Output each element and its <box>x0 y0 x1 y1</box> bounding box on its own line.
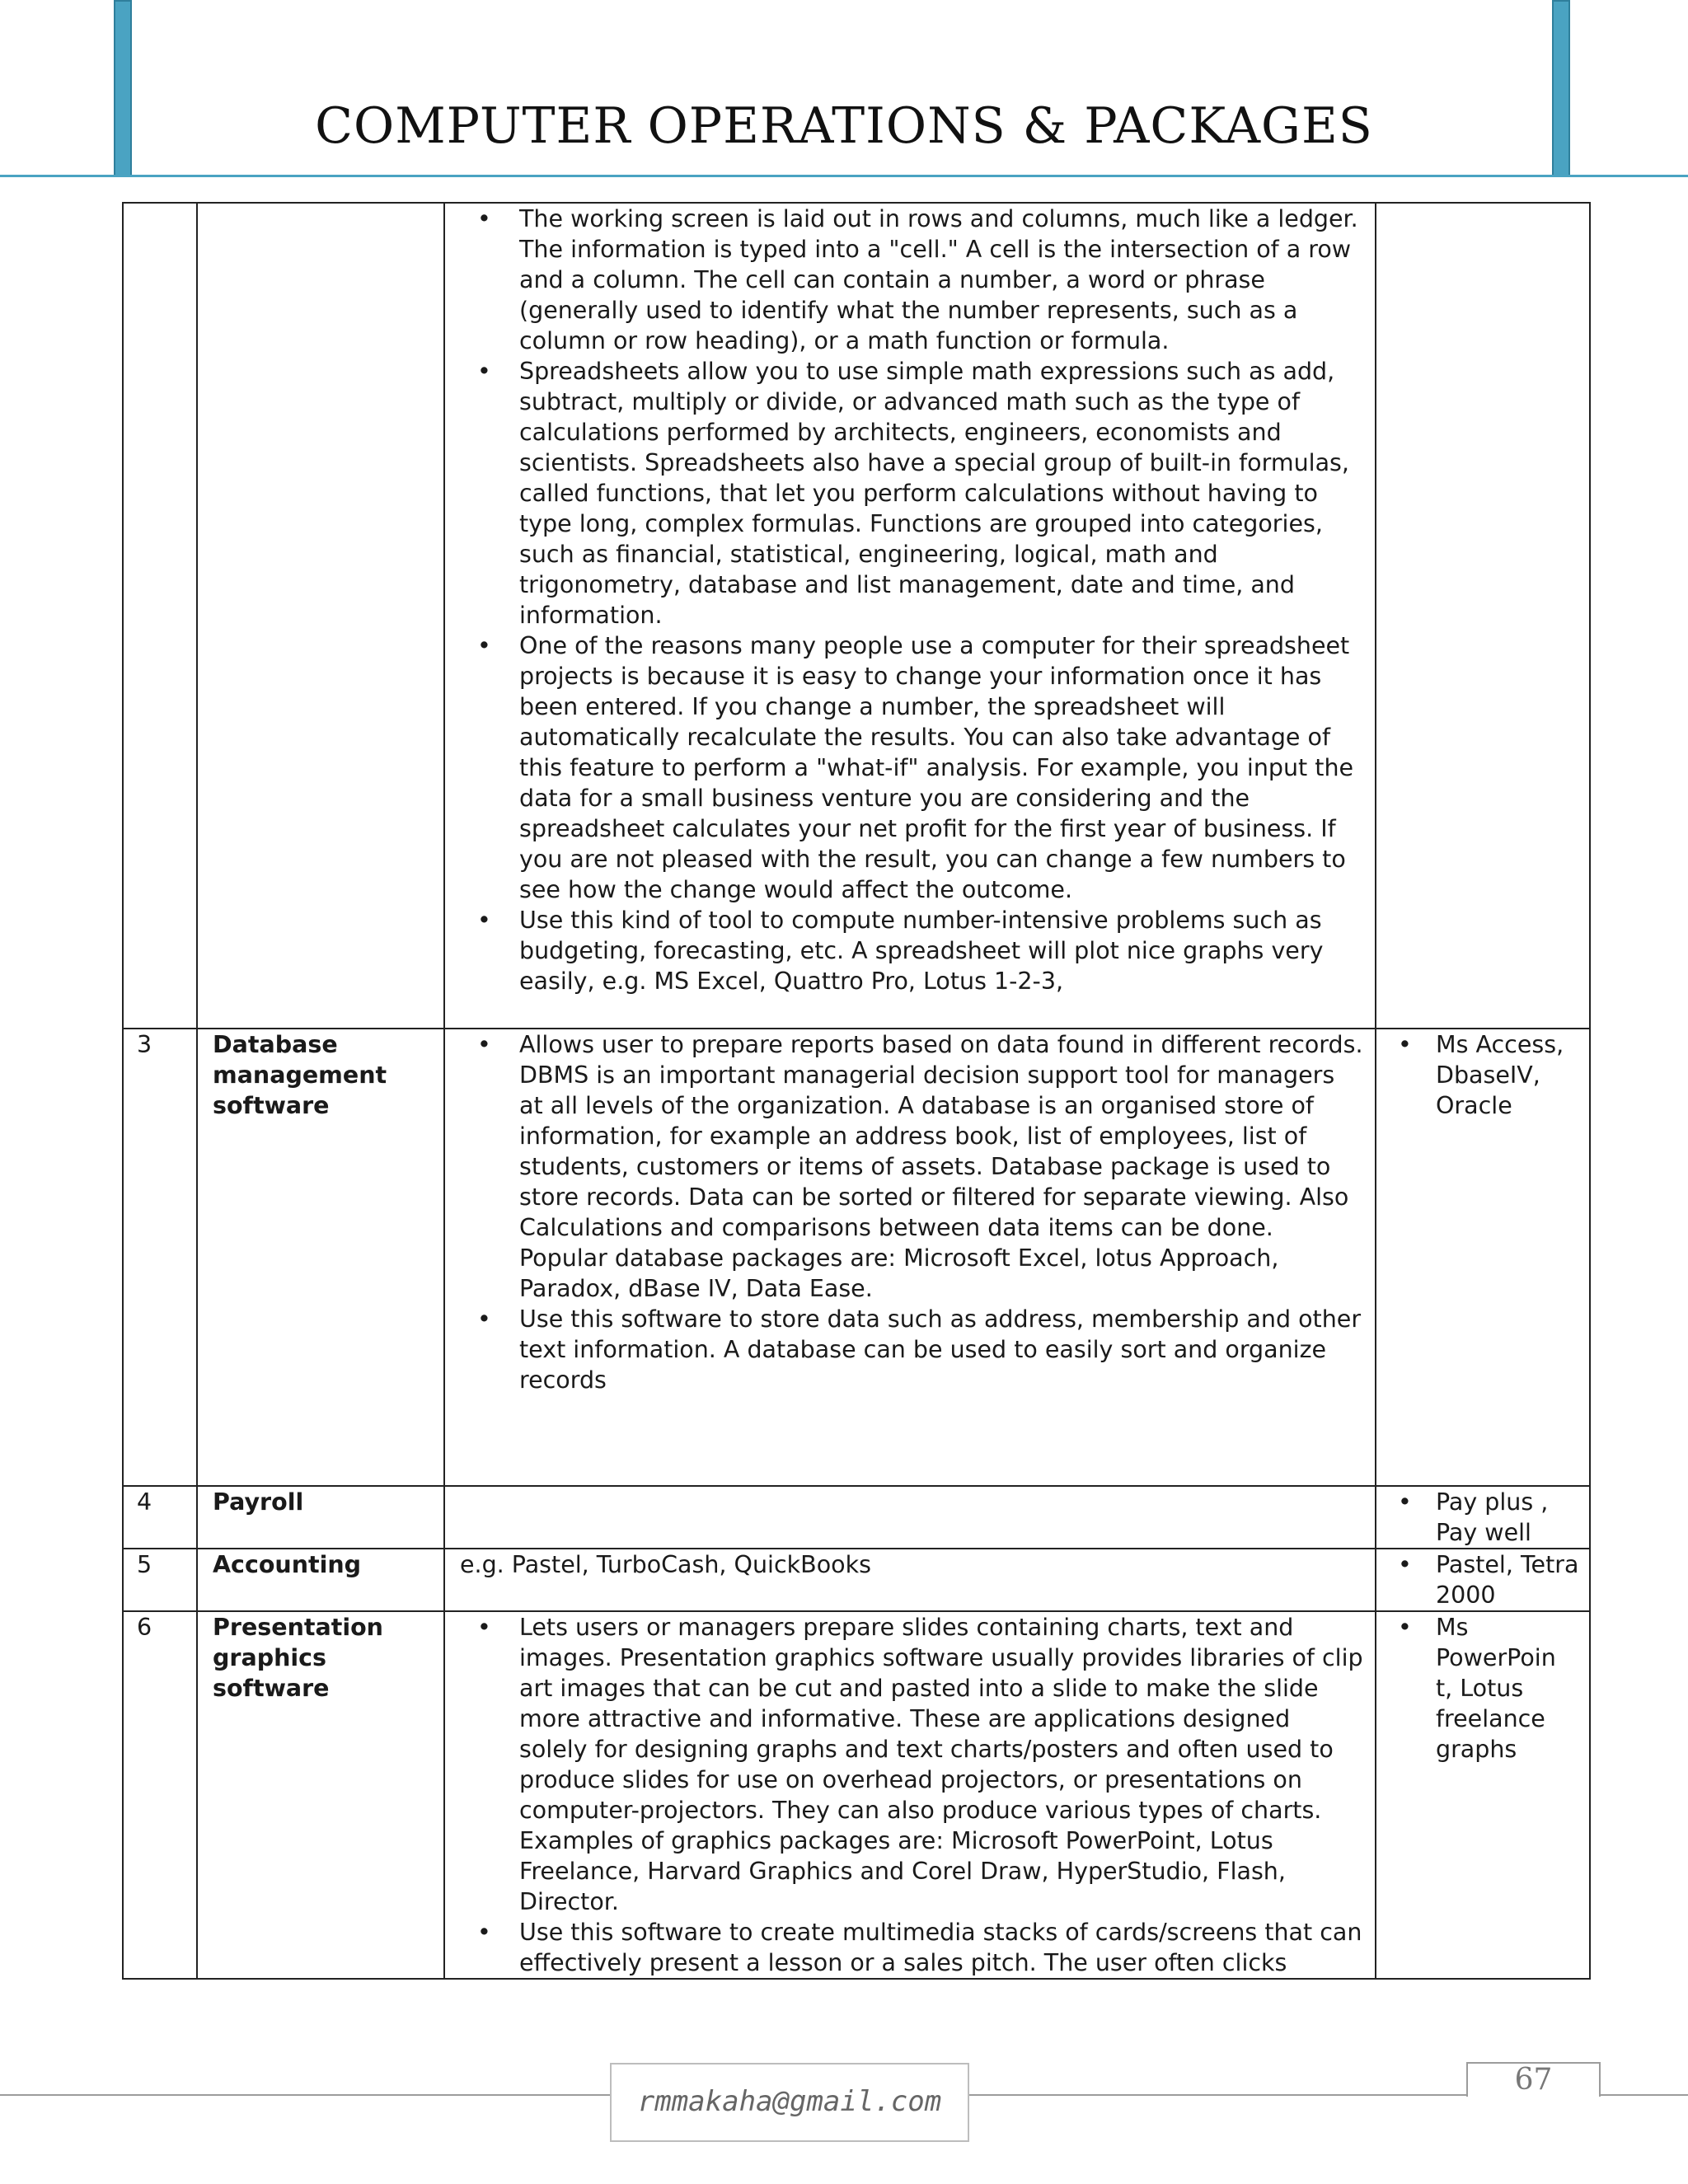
list-item: • Pastel, Tetra 2000 <box>1436 1549 1579 1610</box>
list-item: • Spreadsheets allow you to use simple math expressions such as add, subtract, multiply or divide, or advanced math such as the type of calculations performed by architects, engineers, economists and scientists. Spreadsheets also have a special group of built-in formulas, called functions, that let you perform calculations without having to type long, complex formulas. Functions are grouped into categories, such as financial, statistical, engineering, logical, math and trigonometry, database and list management, date and time, and information. <box>519 356 1365 630</box>
description-cell <box>444 203 1376 1029</box>
row-number-cell <box>123 203 197 1029</box>
description-cell <box>444 1486 1376 1549</box>
row-number: 6 <box>123 1611 197 1979</box>
list-item: • Use this kind of tool to compute number-intensive problems such as budgeting, forecasting, etc. A spreadsheet will plot nice graphs very easily, e.g. MS Excel, Quattro Pro, Lotus 1-2-3, <box>519 905 1365 996</box>
table-row-database <box>123 1029 1590 1486</box>
table-row-payroll <box>123 1486 1590 1549</box>
list-item: • Lets users or managers prepare slides containing charts, text and images. Presentation graphics software usually provides libraries of clip art images that can be cut and pasted into a slide to make the slide more attractive and informative. These are applications designed solely for designing graphs and text charts/posters and often used to produce slides for use on overhead projectors, or presentations on computer-projectors. They can also produce various types of charts. Examples of graphics packages are: Microsoft PowerPoint, Lotus Freelance, Harvard Graphics and Corel Draw, HyperStudio, Flash, Director. <box>519 1612 1365 1917</box>
description-text: e.g. Pastel, TurboCash, QuickBooks <box>444 1549 1376 1611</box>
footer-rule-right <box>969 2094 1468 2096</box>
list-item: • Ms Access, DbaseIV, Oracle <box>1436 1029 1579 1121</box>
description-cell <box>444 1029 1376 1486</box>
row-number: 5 <box>123 1549 197 1611</box>
package-name: Presentation graphics software <box>197 1611 444 1979</box>
examples-list <box>1386 1549 1579 1610</box>
table-row-accounting <box>123 1549 1590 1611</box>
examples-cell <box>1376 203 1590 1029</box>
software-packages-table <box>122 202 1591 1980</box>
examples-cell <box>1376 1029 1590 1486</box>
package-name: Payroll <box>197 1486 444 1549</box>
list-item: • Allows user to prepare reports based on data found in different records. DBMS is an important managerial decision support tool for managers at all levels of the organization. A database is an organised store of information, for example an address book, list of employees, list of students, customers or items of assets. Database package is used to store records. Data can be sorted or filtered for separate viewing. Also Calculations and comparisons between data items can be done. Popular database packages are: Microsoft Excel, lotus Approach, Paradox, dBase IV, Data Ease. <box>519 1029 1365 1304</box>
examples-list <box>1386 1487 1579 1548</box>
list-item: • Ms PowerPoin t, Lotus freelance graphs <box>1436 1612 1579 1765</box>
page-title: COMPUTER OPERATIONS & PACKAGES <box>315 97 1373 155</box>
table-row-presentation <box>123 1611 1590 1979</box>
row-number: 4 <box>123 1486 197 1549</box>
table-row-spreadsheet-continued <box>123 203 1590 1029</box>
list-item: • Use this software to store data such as address, membership and other text information. A database can be used to easily sort and organize records <box>519 1304 1365 1395</box>
package-name: Database management software <box>197 1029 444 1486</box>
description-list <box>455 204 1365 996</box>
header-rule <box>0 175 1688 177</box>
examples-list <box>1386 1612 1579 1765</box>
list-item: • Pay plus , Pay well <box>1436 1487 1579 1548</box>
examples-list <box>1386 1029 1579 1121</box>
examples-cell <box>1376 1549 1590 1611</box>
list-item: • The working screen is laid out in rows and columns, much like a ledger. The information is typed into a "cell." A cell is the intersection of a row and a column. The cell can contain a number, a word or phrase (generally used to identify what the number represents, such as a column or row heading), or a math function or formula. <box>519 204 1365 356</box>
package-name: Accounting <box>197 1549 444 1611</box>
description-list <box>455 1029 1365 1395</box>
footer-email: rmmakaha@gmail.com <box>610 2063 969 2142</box>
description-list <box>455 1612 1365 1978</box>
footer-rule-far-right <box>1599 2094 1688 2096</box>
description-cell <box>444 1611 1376 1979</box>
row-number: 3 <box>123 1029 197 1486</box>
list-item: • One of the reasons many people use a computer for their spreadsheet projects is because it is easy to change your information once it has been entered. If you change a number, the spreadsheet will automatically recalculate the results. You can also take advantage of this feature to perform a "what-if" analysis. For example, you input the data for a small business venture you are considering and the spreadsheet calculates your net profit for the first year of business. If you are not pleased with the result, you can change a few numbers to see how the change would affect the outcome. <box>519 630 1365 905</box>
package-name-cell <box>197 203 444 1029</box>
footer-rule-left <box>0 2094 610 2096</box>
list-item: • Use this software to create multimedia stacks of cards/screens that can effectively present a lesson or a sales pitch. The user often clicks <box>519 1917 1365 1978</box>
examples-cell <box>1376 1486 1590 1549</box>
examples-cell <box>1376 1611 1590 1979</box>
page-number: 67 <box>1466 2062 1601 2097</box>
